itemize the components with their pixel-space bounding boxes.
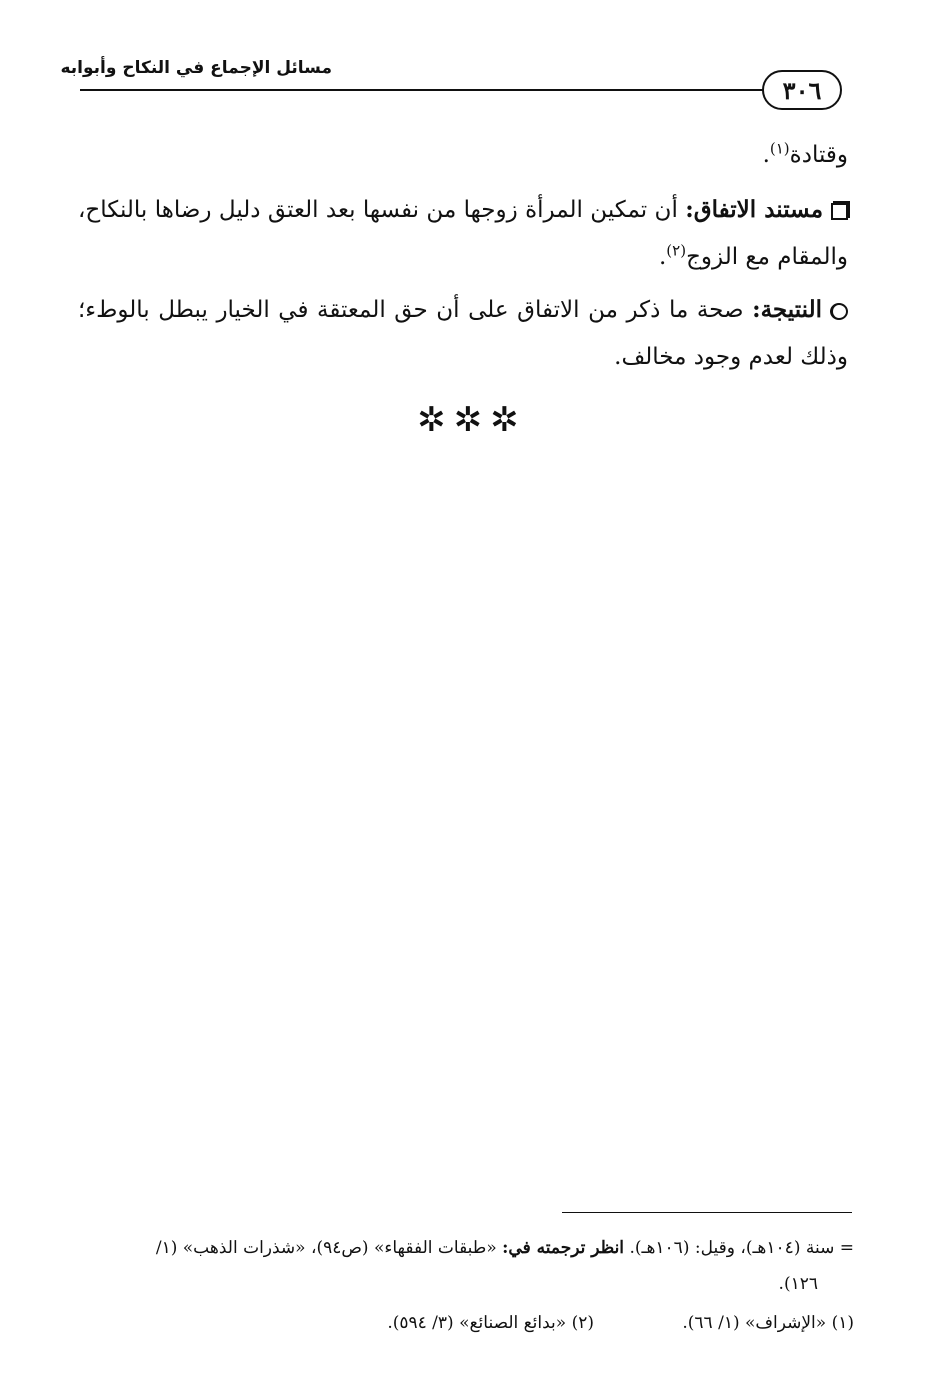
footnote-1: (١) «الإشراف» (١/ ٦٦).: [682, 1313, 854, 1333]
page-number: [762, 70, 842, 110]
footnote-text-rest: «طبقات الفقهاء» (ص٩٤)، «شذرات الذهب» (١/: [155, 1238, 497, 1258]
footnote-text: = سنة (١٠٤هـ)، وقيل: (١٠٦هـ).: [629, 1238, 854, 1258]
paragraph-basis: [78, 186, 848, 281]
square-bullet-icon: [831, 203, 848, 220]
circle-bullet-icon: [830, 303, 848, 320]
term-result: النتيجة:: [752, 296, 822, 323]
footnote-bold-label: انظر ترجمته في:: [502, 1238, 625, 1258]
header-rule: [80, 89, 770, 91]
ornament-separator: ✲✲✲: [417, 400, 527, 440]
paragraph-result: [78, 286, 848, 381]
footnote-ref-1[interactable]: (١): [769, 139, 790, 158]
page-number-text: ٣٠٦: [782, 75, 822, 105]
paragraph-text: وقتادة: [789, 142, 848, 168]
footnote-2: (٢) «بدائع الصنائع» (٣/ ٥٩٤).: [387, 1313, 594, 1333]
paragraph-text: أن تمكين المرأة زوجها من نفسها بعد العتق دليل رضاها بالنكاح، والمقام مع الزوج: [78, 197, 848, 270]
footnote-rule: [562, 1212, 852, 1213]
running-title: مسائل الإجماع في النكاح وأبوابه: [60, 58, 332, 78]
footnote-continuation-line2: ١٢٦).: [778, 1274, 818, 1294]
paragraph-continuation: [78, 132, 848, 179]
footnote-continuation: [156, 1232, 854, 1264]
paragraph-text: صحة ما ذكر من الاتفاق على أن حق المعتقة في الخيار يبطل بالوطء؛ وذلك لعدم وجود مخالف.: [78, 297, 848, 370]
footnote-ref-2[interactable]: (٢): [666, 241, 687, 260]
paragraph-end: .: [762, 142, 770, 168]
term-basis: مستند الاتفاق:: [685, 196, 824, 223]
paragraph-end: .: [658, 244, 667, 270]
